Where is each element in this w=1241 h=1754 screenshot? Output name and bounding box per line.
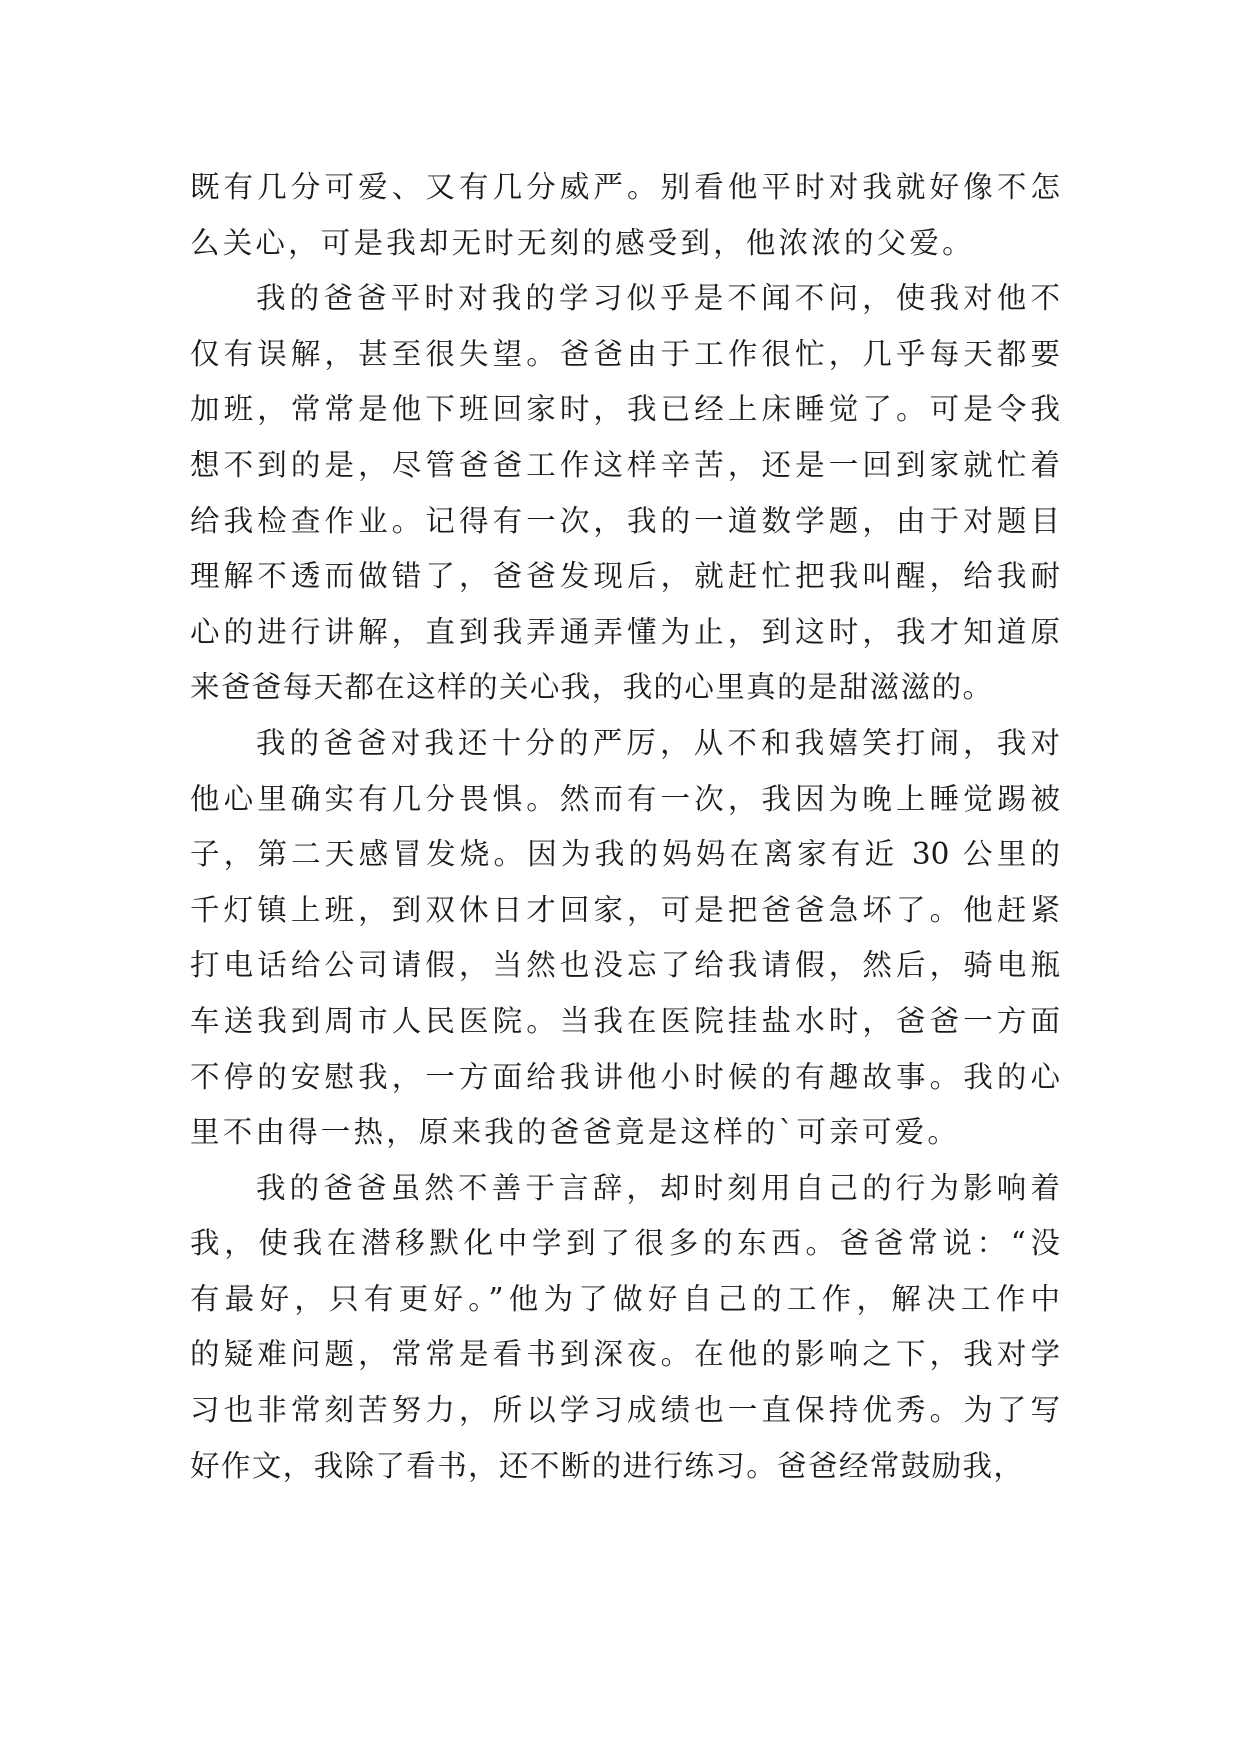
text-line: 给我检查作业。记得有一次，我的一道数学题，由于对题目: [190, 503, 1060, 538]
text-line: 我的爸爸对我还十分的严厉，从不和我嬉笑打闹，我对: [256, 725, 1060, 760]
text-line: 我的爸爸虽然不善于言辞，却时刻用自己的行为影响着: [256, 1170, 1060, 1205]
paragraph: [190, 160, 1060, 271]
paragraph: [190, 271, 1060, 716]
text-line: 的疑难问题，常常是看书到深夜。在他的影响之下，我对学: [190, 1337, 1060, 1372]
text-line: 千灯镇上班，到双休日才回家，可是把爸爸急坏了。他赶紧: [190, 892, 1060, 927]
text-line: 有最好，只有更好。”他为了做好自己的工作，解决工作中: [190, 1281, 1060, 1316]
text-line: 习也非常刻苦努力，所以学习成绩也一直保持优秀。为了写: [190, 1393, 1060, 1428]
text-line: 里不由得一热，原来我的爸爸竟是这样的`可亲可爱。: [190, 1115, 961, 1150]
document-page: [190, 160, 1060, 1494]
text-line: 理解不透而做错了，爸爸发现后，就赶忙把我叫醒，给我耐: [190, 559, 1060, 594]
text-line: 心的进行讲解，直到我弄通弄懂为止，到这时，我才知道原: [190, 614, 1060, 649]
text-line: 我，使我在潜移默化中学到了很多的东西。爸爸常说：“没: [190, 1226, 1060, 1261]
text-line: 打电话给公司请假，当然也没忘了给我请假，然后，骑电瓶: [190, 948, 1060, 983]
text-line: 他心里确实有几分畏惧。然而有一次，我因为晚上睡觉踢被: [190, 781, 1060, 816]
text-line: 不停的安慰我，一方面给我讲他小时候的有趣故事。我的心: [190, 1059, 1060, 1094]
text-line: 仅有误解，甚至很失望。爸爸由于工作很忙，几乎每天都要: [190, 336, 1060, 371]
text-line: 子，第二天感冒发烧。因为我的妈妈在离家有近 30 公里的: [190, 837, 1060, 872]
text-line: 车送我到周市人民医院。当我在医院挂盐水时，爸爸一方面: [190, 1003, 1060, 1038]
text-line: 我的爸爸平时对我的学习似乎是不闻不问，使我对他不: [256, 281, 1060, 316]
paragraph: [190, 1161, 1060, 1495]
text-line: 么关心，可是我却无时无刻的感受到，他浓浓的父爱。: [190, 225, 975, 260]
text-line: 想不到的是，尽管爸爸工作这样辛苦，还是一回到家就忙着: [190, 447, 1060, 482]
text-line: 来爸爸每天都在这样的关心我，我的心里真的是甜滋滋的。: [190, 670, 994, 705]
text-line: 加班，常常是他下班回家时，我已经上床睡觉了。可是令我: [190, 392, 1060, 427]
text-line: 好作文，我除了看书，还不断的进行练习。爸爸经常鼓励我，: [190, 1448, 1025, 1483]
paragraph: [190, 716, 1060, 1161]
text-line: 既有几分可爱、又有几分威严。别看他平时对我就好像不怎: [190, 170, 1060, 204]
